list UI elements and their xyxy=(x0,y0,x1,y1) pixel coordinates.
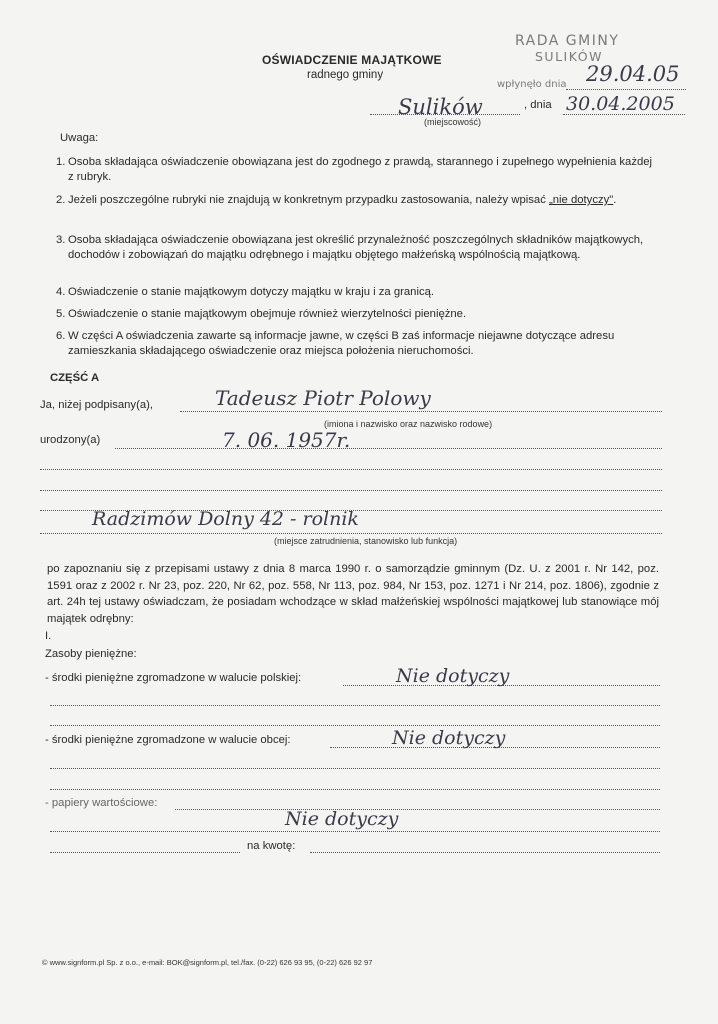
received-label: wpłynęło dnia xyxy=(497,79,567,90)
born-label: urodzony(a) xyxy=(40,434,101,446)
date-label: , dnia xyxy=(524,99,552,111)
received-date-handwritten: 29.04.05 xyxy=(586,62,680,86)
employment-handwritten: Radzimów Dolny 42 - rolnik xyxy=(92,508,359,530)
signed-name-handwritten: Tadeusz Piotr Polowy xyxy=(215,386,431,410)
notes-heading: Uwaga: xyxy=(60,132,99,144)
place-caption: (miejscowość) xyxy=(424,117,482,127)
cash-pln-handwritten: Nie dotyczy xyxy=(396,665,510,687)
part-a-heading: CZĘŚĆ A xyxy=(50,372,100,384)
employment-caption: (miejsce zatrudnienia, stanowisko lub funkcja) xyxy=(274,536,458,546)
amount-label: na kwotę: xyxy=(247,840,296,852)
section-title: Zasoby pieniężne: xyxy=(45,648,137,660)
signed-label: Ja, niżej podpisany(a), xyxy=(40,399,154,411)
stamp-line2: SULIKÓW xyxy=(535,49,603,64)
date-handwritten: 30.04.2005 xyxy=(566,93,675,115)
cash-foreign-label: - środki pieniężne zgromadzone w walucie obcej: xyxy=(45,734,291,746)
signed-caption: (imiona i nazwisko oraz nazwisko rodowe) xyxy=(324,419,493,429)
securities-handwritten: Nie dotyczy xyxy=(285,808,399,830)
footer-text: © www.signform.pl Sp. z o.o., e-mail: BOK@signform.pl, tel./fax. (0-22) 626 93 95, (0-22) 626 92 97 xyxy=(42,958,373,967)
place-handwritten: Sulików xyxy=(398,95,483,119)
born-date-handwritten: 7. 06. 1957r. xyxy=(222,428,351,452)
cash-pln-label: - środki pieniężne zgromadzone w walucie polskiej: xyxy=(45,672,302,684)
document-title: OŚWIADCZENIE MAJĄTKOWE xyxy=(262,53,442,67)
section-number: I. xyxy=(45,630,52,642)
document-subtitle: radnego gminy xyxy=(307,69,384,81)
securities-label: - papiery wartościowe: xyxy=(45,797,158,809)
stamp-line1: RADA GMINY xyxy=(515,33,620,49)
statement-text: po zapoznaniu się z przepisami ustawy z dnia 8 marca 1990 r. o samorządzie gminnym (Dz. U. z 2001 r. Nr 142, poz. 1591 oraz z 2002 r. Nr 23, poz. 220, Nr 62, poz. 558, Nr 113, poz. 984, Nr 153, poz. 1271 i Nr 214, poz. 1806), zgodnie z art. 24h tej ustawy oświadczam, że posiadam wchodzące w skład małżeńskiej wspólności majątkowej lub stanowiące mój majątek odrębny: xyxy=(47,563,659,625)
cash-foreign-handwritten: Nie dotyczy xyxy=(392,727,506,749)
